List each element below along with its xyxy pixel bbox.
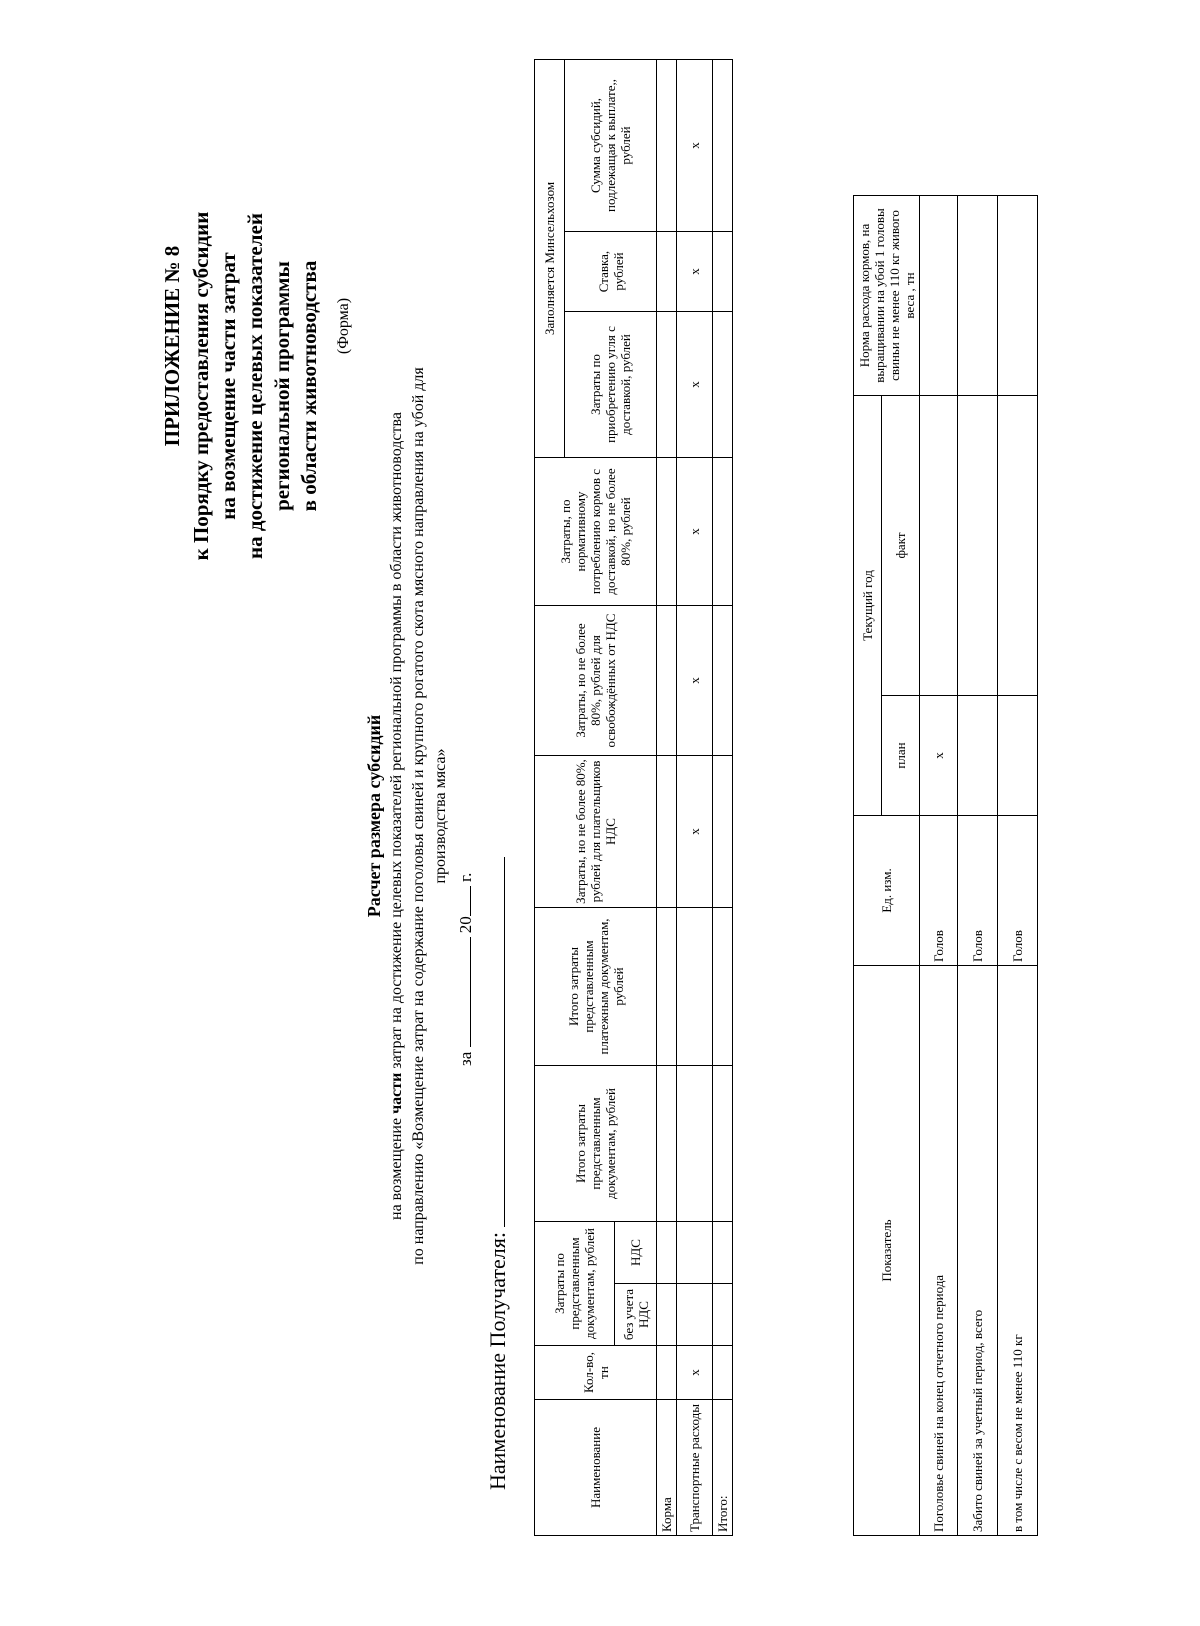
appendix-subtitle-line: в области животноводства: [297, 260, 321, 512]
header-vat-exempt: Затраты, но не более 80%, рублей для освобождённых от НДС: [535, 606, 657, 756]
header-name: Наименование: [535, 1400, 657, 1536]
table-row: в том числе с весом не менее 110 кг Голов: [998, 196, 1038, 1536]
header-total-docs: Итого затраты представленным документам, рублей: [535, 1066, 657, 1222]
appendix-subtitle-line: региональной программы: [270, 261, 294, 511]
header-qty: Кол-во, тн: [535, 1346, 657, 1400]
table-row: Забито свиней за учетный период, всего Голов: [958, 196, 998, 1536]
header-norm: Норма расхода кормов, на выращивании на убой 1 головы свиньи не менее 110 кг живого веса , тн: [854, 196, 920, 396]
header-without-vat: без учета НДС: [615, 1284, 657, 1346]
period-line: за 20 г.: [456, 872, 475, 1066]
header-current-year: Текущий год: [854, 396, 882, 816]
table-row: Поголовье свиней на конец отчетного периода Голов х: [920, 196, 958, 1536]
appendix-title: ПРИЛОЖЕНИЕ № 8: [160, 245, 184, 447]
recipient-line: Наименование Получателя:: [485, 857, 511, 1490]
appendix-subtitle-line: на достижение целевых показателей: [243, 213, 267, 559]
header-fact: факт: [882, 396, 920, 696]
header-vat: НДС: [615, 1222, 657, 1284]
header-rate: Ставка, рублей: [565, 232, 657, 312]
header-unit: Ед. изм.: [854, 816, 920, 966]
header-total-payment: Итого затраты представленным платежным документам, рублей: [535, 908, 657, 1066]
table-row: Корма: [657, 59, 677, 1535]
header-norm-feed: Затраты, по нормативному потреблению кормов с доставкой, но не более 80%, рублей: [535, 458, 657, 606]
calculation-line-2: по направлению «Возмещение затрат на содержание поголовья свиней и крупного рогатого скота мясного направления на убой для: [410, 367, 427, 1265]
appendix-subtitle-line: на возмещение части затрат: [216, 252, 240, 520]
feed-norm-table: [853, 195, 1038, 1536]
table-row: Транспортные расходы х х х х х х х: [677, 59, 713, 1535]
header-indicator: Показатель: [854, 966, 920, 1536]
header-ministry-group: Заполняется Минсельхозом: [535, 59, 565, 457]
header-plan: план: [882, 696, 920, 816]
recipient-blank: [486, 857, 505, 1227]
appendix-subtitle-line: к Порядку предоставления субсидии: [189, 211, 213, 561]
form-label: (Форма): [335, 297, 352, 355]
header-costs-docs: Затраты по представленным документам, рублей: [535, 1222, 615, 1346]
header-coal: Затраты по приобретению угля с доставкой, рублей: [565, 312, 657, 458]
calculation-line-1: на возмещение части затрат на достижение целевых показателей региональной программы в области животноводства: [388, 412, 405, 1220]
subsidy-calculation-table: [534, 59, 733, 1536]
period-blank: [456, 937, 471, 1047]
header-vat-payers: Затраты, но не более 80%, рублей для плательщиков НДС: [535, 756, 657, 908]
year-blank: [456, 886, 471, 916]
calculation-title: Расчет размера субсидий: [364, 714, 384, 918]
header-subsidy-sum: Сумма субсидий, подлежащая к выплате,, рублей: [565, 59, 657, 231]
calculation-line-3: производства мяса»: [432, 748, 449, 884]
table-row: Итого:: [713, 59, 733, 1535]
